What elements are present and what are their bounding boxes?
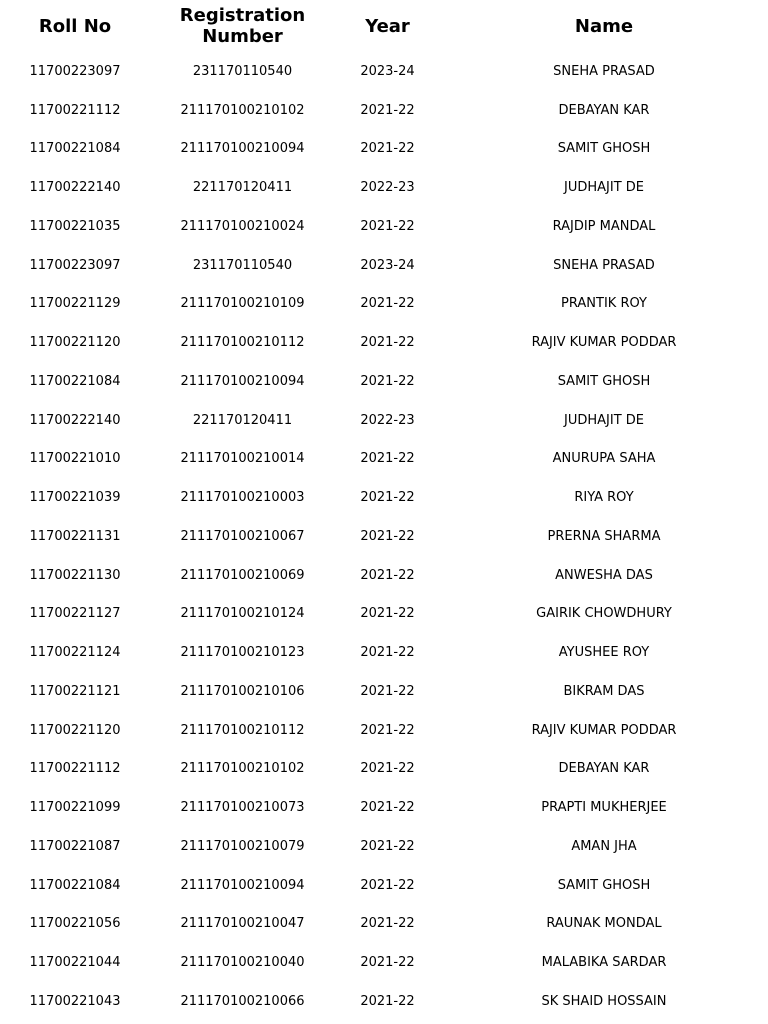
name-cell: SK SHAID HOSSAIN (541, 993, 667, 1009)
year-cell: 2021-22 (360, 993, 415, 1009)
table-row (0, 866, 768, 905)
table-row (0, 478, 768, 517)
year-cell: 2022-23 (360, 180, 415, 196)
roll-no-cell: 11700221084 (29, 877, 121, 893)
table-row (0, 246, 768, 285)
year-cell: 2021-22 (360, 218, 415, 234)
year-cell: 2021-22 (360, 606, 415, 622)
roll-no-cell: 11700221087 (29, 838, 121, 854)
year-cell: 2021-22 (360, 141, 415, 157)
registration-number-cell: 211170100210124 (180, 606, 305, 622)
name-cell: RAUNAK MONDAL (546, 916, 662, 932)
name-cell: GAIRIK CHOWDHURY (536, 606, 672, 622)
table-row (0, 982, 768, 1021)
name-cell: AYUSHEE ROY (558, 645, 650, 661)
name-cell: SAMIT GHOSH (557, 141, 651, 157)
year-cell: 2021-22 (360, 102, 415, 118)
roll-no-cell: 11700221084 (29, 373, 121, 389)
table-row (0, 130, 768, 169)
name-cell: DEBAYAN KAR (558, 102, 650, 118)
registration-number-cell: 211170100210102 (180, 102, 305, 118)
year-cell: 2021-22 (360, 916, 415, 932)
roll-no-cell: 11700221120 (29, 722, 121, 738)
roll-no-cell: 11700223097 (29, 63, 121, 79)
table-row (0, 362, 768, 401)
registration-number-cell: 211170100210073 (180, 800, 305, 816)
year-cell: 2021-22 (360, 800, 415, 816)
name-cell: RIYA ROY (574, 490, 634, 506)
table-row (0, 52, 768, 91)
registration-number-cell: 211170100210069 (180, 567, 305, 583)
roll-no-cell: 11700221099 (29, 800, 121, 816)
registration-number-cell: 231170110540 (192, 63, 293, 79)
table-row (0, 711, 768, 750)
roll-no-cell: 11700221010 (29, 451, 121, 467)
year-cell: 2023-24 (360, 63, 415, 79)
registration-number-cell: 221170120411 (192, 412, 293, 428)
name-cell: PRANTIK ROY (561, 296, 647, 312)
registration-number-cell: 211170100210079 (180, 838, 305, 854)
roll-no-cell: 11700221044 (29, 955, 121, 971)
column-header-name: Name (574, 15, 634, 37)
table-row (0, 556, 768, 595)
year-cell: 2021-22 (360, 528, 415, 544)
year-cell: 2021-22 (360, 373, 415, 389)
column-header-registration-number: Registration Number (179, 5, 306, 47)
name-cell: BIKRAM DAS (563, 683, 645, 699)
name-cell: MALABIKA SARDAR (541, 955, 667, 971)
table-row (0, 595, 768, 634)
registration-number-cell: 211170100210014 (180, 451, 305, 467)
year-cell: 2021-22 (360, 877, 415, 893)
registration-number-cell: 211170100210112 (180, 335, 305, 351)
name-cell: DEBAYAN KAR (558, 761, 650, 777)
roll-no-cell: 11700223097 (29, 257, 121, 273)
year-cell: 2023-24 (360, 257, 415, 273)
table-row (0, 91, 768, 130)
registration-number-cell: 211170100210047 (180, 916, 305, 932)
year-cell: 2021-22 (360, 296, 415, 312)
name-cell: JUDHAJIT DE (564, 180, 644, 196)
registration-number-cell: 211170100210106 (180, 683, 305, 699)
registration-number-cell: 211170100210024 (180, 218, 305, 234)
roll-no-cell: 11700221121 (29, 683, 121, 699)
registration-number-cell: 211170100210040 (180, 955, 305, 971)
roll-no-cell: 11700221112 (29, 102, 121, 118)
roll-no-cell: 11700221131 (29, 528, 121, 544)
roll-no-cell: 11700221056 (29, 916, 121, 932)
registration-number-cell: 221170120411 (192, 180, 293, 196)
table-row (0, 323, 768, 362)
table-row (0, 827, 768, 866)
registration-number-cell: 211170100210003 (180, 490, 305, 506)
name-cell: SNEHA PRASAD (553, 257, 655, 273)
name-cell: SAMIT GHOSH (557, 877, 651, 893)
roll-no-cell: 11700221120 (29, 335, 121, 351)
table-row (0, 285, 768, 324)
table-row (0, 672, 768, 711)
roll-no-cell: 11700221039 (29, 490, 121, 506)
column-header-roll-no: Roll No (38, 15, 112, 37)
name-cell: ANWESHA DAS (555, 567, 653, 583)
table-header (0, 0, 768, 52)
table-row (0, 517, 768, 556)
registration-number-cell: 211170100210067 (180, 528, 305, 544)
name-cell: AMAN JHA (571, 838, 637, 854)
year-cell: 2021-22 (360, 955, 415, 971)
name-cell: JUDHAJIT DE (564, 412, 644, 428)
registration-number-cell: 211170100210102 (180, 761, 305, 777)
name-cell: PRERNA SHARMA (547, 528, 661, 544)
roll-no-cell: 11700221130 (29, 567, 121, 583)
roll-no-cell: 11700221129 (29, 296, 121, 312)
roll-no-cell: 11700221124 (29, 645, 121, 661)
year-cell: 2021-22 (360, 335, 415, 351)
year-cell: 2021-22 (360, 838, 415, 854)
registration-number-cell: 211170100210094 (180, 373, 305, 389)
year-cell: 2021-22 (360, 567, 415, 583)
year-cell: 2021-22 (360, 761, 415, 777)
table-row (0, 633, 768, 672)
name-cell: ANURUPA SAHA (552, 451, 656, 467)
registration-number-cell: 211170100210066 (180, 993, 305, 1009)
table-row (0, 943, 768, 982)
table-row (0, 788, 768, 827)
name-cell: RAJDIP MANDAL (552, 218, 656, 234)
year-cell: 2021-22 (360, 645, 415, 661)
table-body (0, 52, 768, 1021)
column-header-year: Year (365, 15, 410, 37)
roll-no-cell: 11700221127 (29, 606, 121, 622)
registration-number-cell: 211170100210109 (180, 296, 305, 312)
table-row (0, 440, 768, 479)
roll-no-cell: 11700222140 (29, 180, 121, 196)
name-cell: RAJIV KUMAR PODDAR (531, 722, 677, 738)
registration-number-cell: 231170110540 (192, 257, 293, 273)
registration-number-cell: 211170100210123 (180, 645, 305, 661)
table-row (0, 207, 768, 246)
year-cell: 2021-22 (360, 451, 415, 467)
registration-number-cell: 211170100210112 (180, 722, 305, 738)
year-cell: 2022-23 (360, 412, 415, 428)
name-cell: SAMIT GHOSH (557, 373, 651, 389)
table-row (0, 401, 768, 440)
roll-no-cell: 11700221035 (29, 218, 121, 234)
registration-number-cell: 211170100210094 (180, 141, 305, 157)
roll-no-cell: 11700221084 (29, 141, 121, 157)
year-cell: 2021-22 (360, 490, 415, 506)
table-row (0, 750, 768, 789)
roll-no-cell: 11700221043 (29, 993, 121, 1009)
year-cell: 2021-22 (360, 722, 415, 738)
name-cell: RAJIV KUMAR PODDAR (531, 335, 677, 351)
registration-number-cell: 211170100210094 (180, 877, 305, 893)
name-cell: PRAPTI MUKHERJEE (541, 800, 667, 816)
year-cell: 2021-22 (360, 683, 415, 699)
roll-no-cell: 11700222140 (29, 412, 121, 428)
roll-no-cell: 11700221112 (29, 761, 121, 777)
name-cell: SNEHA PRASAD (553, 63, 655, 79)
table-row (0, 168, 768, 207)
table-row (0, 905, 768, 944)
